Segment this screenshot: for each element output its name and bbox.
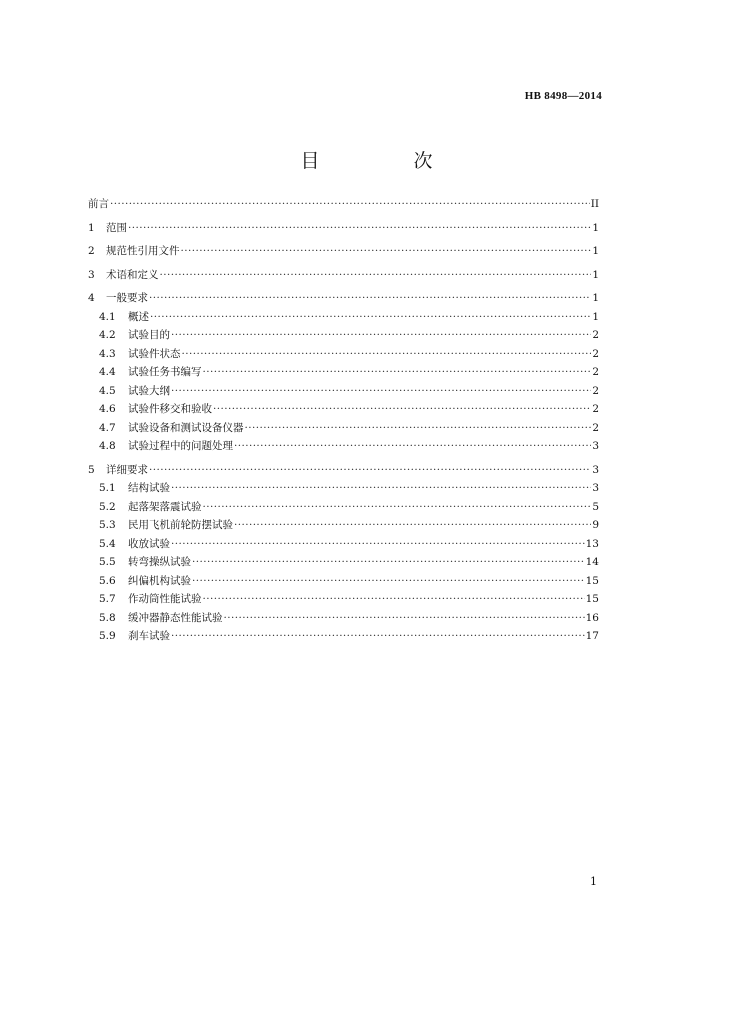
dot-leader	[171, 482, 591, 494]
dot-leader	[171, 630, 585, 642]
toc-entry[interactable]	[88, 610, 599, 629]
toc-entry[interactable]	[88, 346, 599, 365]
document-code: HB 8498—2014	[524, 90, 602, 102]
toc-entry-number: 3	[88, 268, 95, 281]
dot-leader	[171, 538, 585, 550]
toc-entry-label: 术语和定义	[106, 268, 159, 281]
toc-entry[interactable]	[88, 536, 599, 555]
toc-entry-label: 纠偏机构试验	[128, 574, 191, 587]
toc-entry-number: 5.8	[99, 611, 116, 624]
toc-entry[interactable]	[88, 420, 599, 439]
toc-entry-label: 概述	[128, 310, 149, 323]
page-number: 1	[590, 875, 597, 888]
toc-entry-label: 缓冲器静态性能试验	[128, 611, 223, 624]
toc-entry[interactable]	[88, 309, 599, 328]
dot-leader	[213, 403, 591, 415]
toc-entry-number: 4.6	[99, 403, 116, 415]
toc-entry-number: 5.9	[99, 630, 116, 642]
toc-entry-label: 作动筒性能试验	[128, 593, 202, 605]
toc-entry-page: 1	[592, 245, 599, 257]
toc-entry-page: 15	[585, 593, 599, 605]
toc-entry-number: 5.2	[99, 500, 116, 513]
toc-entry-label: 收放试验	[128, 537, 170, 550]
toc-entry-number: 5.1	[99, 482, 116, 494]
toc-entry-page: 1	[592, 221, 599, 234]
table-of-contents	[88, 196, 599, 647]
dot-leader	[181, 245, 592, 257]
toc-entry-label: 试验目的	[128, 329, 170, 341]
toc-entry-label: 试验大纲	[128, 384, 170, 397]
toc-entry-page: II	[590, 198, 599, 210]
toc-entry-label: 试验件移交和验收	[128, 403, 212, 415]
dot-leader	[203, 593, 585, 605]
toc-entry[interactable]	[88, 220, 599, 239]
toc-entry[interactable]	[88, 383, 599, 402]
toc-entry-label: 试验任务书编写	[128, 366, 202, 378]
toc-entry-label: 前言	[88, 198, 109, 210]
toc-entry-page: 2	[592, 366, 599, 378]
dot-leader	[182, 348, 592, 360]
toc-entry-label: 结构试验	[128, 482, 170, 494]
dot-leader	[110, 198, 590, 210]
dot-leader	[203, 501, 592, 513]
toc-entry[interactable]	[88, 196, 599, 215]
toc-entry[interactable]	[88, 327, 599, 346]
toc-entry-number: 4.1	[99, 310, 116, 323]
toc-entry[interactable]	[88, 591, 599, 610]
toc-entry-number: 4.4	[99, 366, 116, 378]
toc-entry[interactable]	[88, 267, 599, 286]
toc-entry[interactable]	[88, 438, 599, 457]
dot-leader	[234, 519, 591, 531]
toc-entry[interactable]	[88, 364, 599, 383]
toc-entry-page: 17	[585, 630, 599, 642]
toc-entry-label: 规范性引用文件	[106, 245, 180, 257]
dot-leader	[149, 464, 591, 476]
toc-entry-number: 4.7	[99, 421, 116, 434]
toc-entry-label: 范围	[106, 221, 127, 234]
toc-entry-page: 9	[592, 519, 599, 531]
dot-leader	[171, 329, 591, 341]
toc-entry[interactable]	[88, 554, 599, 573]
dot-leader	[203, 366, 592, 378]
toc-entry-number: 5	[88, 463, 95, 476]
toc-entry[interactable]	[88, 462, 599, 481]
dot-leader	[171, 385, 591, 397]
toc-entry-number: 4.8	[99, 440, 116, 452]
toc-entry-label: 起落架落震试验	[128, 500, 202, 513]
toc-entry[interactable]	[88, 243, 599, 262]
toc-entry-number: 2	[88, 245, 95, 257]
toc-entry-number: 5.5	[99, 556, 116, 568]
toc-entry-page: 14	[585, 556, 599, 568]
toc-entry[interactable]	[88, 628, 599, 647]
toc-entry[interactable]	[88, 573, 599, 592]
toc-entry-page: 2	[592, 347, 599, 360]
toc-entry-label: 转弯操纵试验	[128, 556, 191, 568]
toc-entry[interactable]	[88, 290, 599, 309]
toc-entry-page: 2	[592, 329, 599, 341]
toc-entry[interactable]	[88, 517, 599, 536]
toc-entry-label: 刹车试验	[128, 630, 170, 642]
toc-entry-page: 1	[592, 292, 599, 304]
toc-entry-page: 1	[592, 310, 599, 323]
dot-leader	[160, 269, 592, 281]
toc-entry-page: 2	[592, 384, 599, 397]
toc-entry-label: 试验件状态	[128, 347, 181, 360]
dot-leader	[192, 556, 585, 568]
toc-entry-page: 3	[592, 463, 599, 476]
toc-entry-label: 一般要求	[106, 292, 148, 304]
toc-entry-number: 4.5	[99, 384, 116, 397]
toc-entry-page: 13	[585, 537, 599, 550]
toc-entry-number: 1	[88, 221, 95, 234]
toc-entry[interactable]	[88, 401, 599, 420]
toc-entry-page: 3	[592, 482, 599, 494]
toc-entry-number: 5.3	[99, 519, 116, 531]
toc-entry[interactable]	[88, 480, 599, 499]
dot-leader	[149, 292, 591, 304]
toc-entry-page: 15	[585, 574, 599, 587]
toc-entry-number: 4.2	[99, 329, 116, 341]
toc-entry-page: 2	[592, 421, 599, 434]
dot-leader	[192, 575, 585, 587]
toc-entry-number: 5.7	[99, 593, 116, 605]
toc-entry-page: 2	[592, 403, 599, 415]
toc-entry-label: 详细要求	[106, 463, 148, 476]
toc-entry-number: 5.6	[99, 574, 116, 587]
toc-entry-page: 5	[592, 500, 599, 513]
toc-entry-page: 1	[592, 268, 599, 281]
dot-leader	[245, 422, 592, 434]
toc-entry-label: 试验过程中的问题处理	[128, 440, 233, 452]
dot-leader	[234, 440, 591, 452]
toc-entry-page: 3	[592, 440, 599, 452]
dot-leader	[224, 612, 585, 624]
toc-entry-number: 5.4	[99, 537, 116, 550]
dot-leader	[150, 311, 591, 323]
dot-leader	[128, 222, 591, 234]
toc-entry-label: 试验设备和测试设备仪器	[128, 421, 244, 434]
toc-entry-label: 民用飞机前轮防摆试验	[128, 519, 233, 531]
toc-entry[interactable]	[88, 499, 599, 518]
toc-entry-page: 16	[585, 611, 599, 624]
toc-entry-number: 4.3	[99, 347, 116, 360]
toc-entry-number: 4	[88, 292, 95, 304]
toc-title: 目 次	[300, 150, 477, 172]
